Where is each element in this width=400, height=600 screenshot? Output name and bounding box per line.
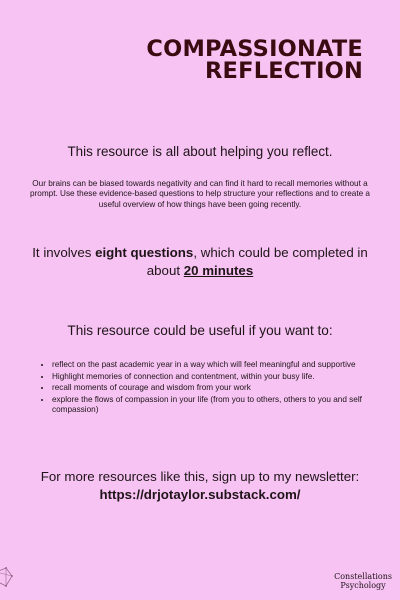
page-title [146,38,363,82]
description-paragraph: Our brains can be biased towards negativity and can find it hard to recall memories without a prompt. Use these evidence-based questions to help structure your reflections and to create a useful overview of how things have been going recently. [30,179,370,209]
useful-heading: This resource could be useful if you want to: [67,323,333,338]
question-count: eight questions [95,245,194,260]
constellation-logo-icon [0,566,16,599]
list-item: • recall moments of courage and wisdom from your work [52,383,382,394]
list-item: • reflect on the past academic year in a way which will feel meaningful and supportive [52,360,382,371]
brand-line-1: Constellations [334,572,392,581]
list-item: • explore the flows of compassion in your life (from you to others, others to you and self compassion) [52,395,382,416]
bullet-list [38,360,382,417]
list-item: • Highlight memories of connection and contentment, within your busy life. [52,372,382,383]
brand-line-2: Psychology [340,581,386,590]
title-line-1: COMPASSIONATE [146,36,363,62]
duration: 20 minutes [183,263,254,278]
newsletter-text [20,468,380,504]
title-line-2: REFLECTION [205,58,363,84]
newsletter-prefix: For more resources like this, sign up to my newsletter: [40,469,360,484]
intro-text: This resource is all about helping you reflect. [67,144,333,159]
involves-prefix: It involves [32,245,96,260]
brand-logo [334,572,392,590]
involves-text [30,244,370,280]
newsletter-link[interactable]: https://drjotaylor.substack.com/ [99,487,301,502]
involves-middle: , which could be completed in about [146,245,368,278]
